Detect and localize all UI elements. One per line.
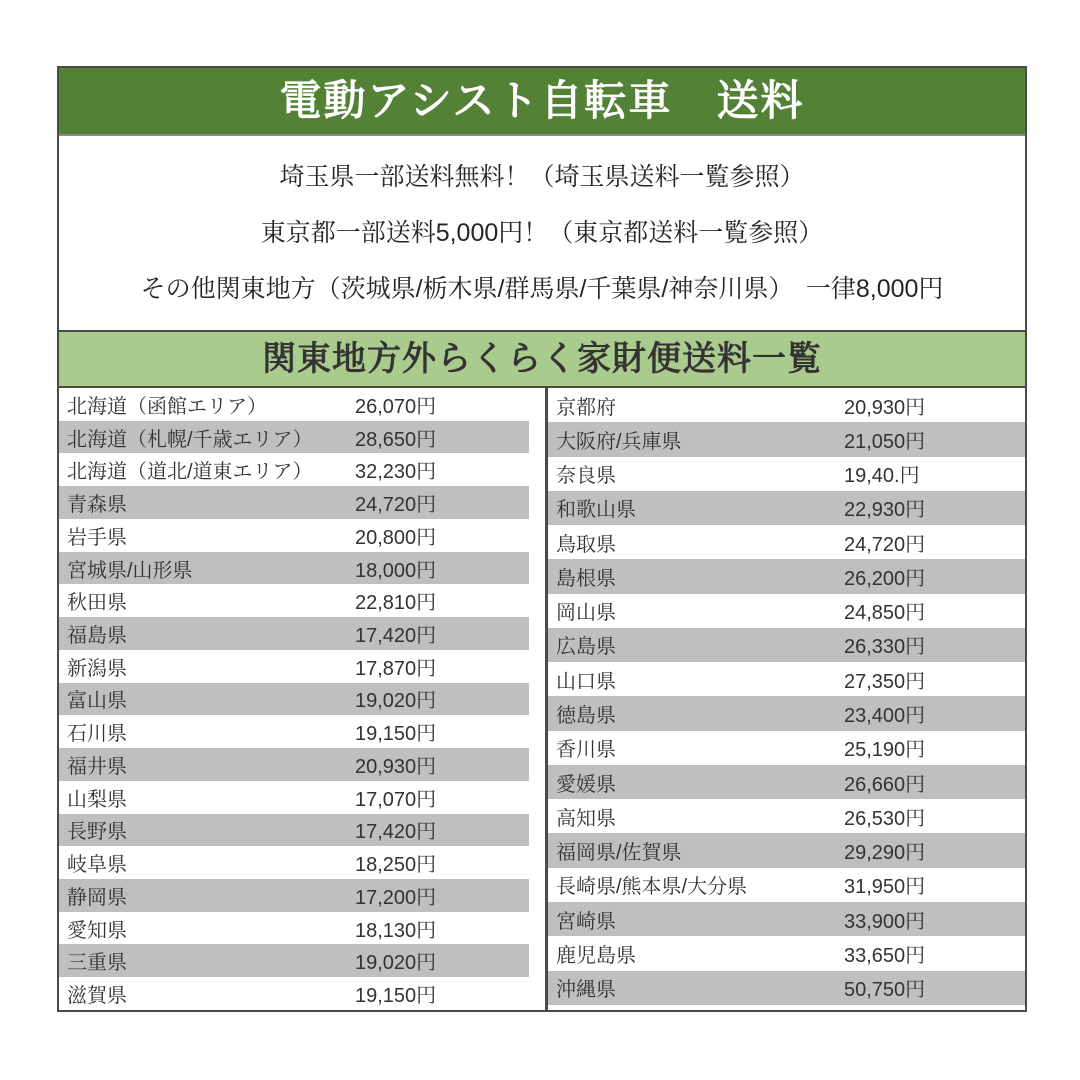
prefecture-name: 山梨県 xyxy=(67,788,127,811)
shipping-price: 22,930円 xyxy=(844,499,926,522)
prefecture-name: 宮城県/山形県 xyxy=(67,559,193,582)
shipping-price: 31,950円 xyxy=(844,876,926,899)
table-row xyxy=(59,912,529,945)
shipping-price: 19,020円 xyxy=(355,952,437,975)
prefecture-name: 福島県 xyxy=(67,625,127,647)
table-row xyxy=(548,1005,1025,1010)
table-row xyxy=(59,519,529,552)
table-row xyxy=(59,584,529,617)
shipping-price: 24,720円 xyxy=(844,533,926,556)
prefecture-name: 岩手県 xyxy=(67,526,127,549)
shipping-price: 19,150円 xyxy=(355,985,437,1008)
table-row xyxy=(59,944,529,977)
shipping-price: 24,720円 xyxy=(355,494,437,517)
prefecture-name: 北海道（札幌/千歳エリア） xyxy=(67,428,313,451)
prefecture-name: 和歌山県 xyxy=(556,499,636,522)
table-row xyxy=(548,628,1025,662)
shipping-price: 33,900円 xyxy=(844,910,926,933)
shipping-price: 33,650円 xyxy=(844,944,926,967)
prefecture-name: 島根県 xyxy=(556,567,616,590)
prefecture-name: 長野県 xyxy=(67,821,127,844)
table-row xyxy=(59,617,529,650)
prefecture-name: 新潟県 xyxy=(67,657,127,680)
table-row xyxy=(548,902,1025,936)
table-row xyxy=(548,868,1025,902)
shipping-price: 50,750円 xyxy=(844,979,926,1002)
table-row xyxy=(548,971,1025,1005)
shipping-price: 17,070円 xyxy=(355,788,437,811)
shipping-price: 19,020円 xyxy=(355,690,437,713)
shipping-price: 17,420円 xyxy=(355,821,437,844)
prefecture-name: 沖縄県 xyxy=(556,979,616,1002)
shipping-fee-sheet xyxy=(57,66,1027,1012)
prefecture-name: 滋賀県 xyxy=(67,985,127,1008)
notice-saitama: 埼玉県一部送料無料！（埼玉県送料一覧参照） xyxy=(279,163,805,191)
shipping-price: 21,050円 xyxy=(844,430,926,453)
shipping-price: 20,930円 xyxy=(355,755,437,778)
shipping-price: 17,200円 xyxy=(355,886,437,909)
table-row xyxy=(59,781,529,814)
prefecture-name: 奈良県 xyxy=(556,465,616,488)
table-row xyxy=(548,731,1025,765)
prefecture-name: 富山県 xyxy=(67,690,127,713)
shipping-price: 25,190円 xyxy=(844,739,926,762)
table-banner xyxy=(59,330,1025,388)
fee-table-left-column xyxy=(59,388,545,1010)
notice-tokyo: 東京都一部送料5,000円！（東京都送料一覧参照） xyxy=(260,219,824,247)
prefecture-name: 鹿児島県 xyxy=(556,944,636,967)
table-row xyxy=(548,833,1025,867)
prefecture-name: 高知県 xyxy=(556,807,616,830)
prefecture-name: 岡山県 xyxy=(556,602,616,625)
table-row xyxy=(548,388,1025,422)
prefecture-name: 石川県 xyxy=(67,723,127,746)
shipping-price: 19,40.円 xyxy=(844,465,920,488)
table-row xyxy=(59,814,529,847)
shipping-price: 17,870円 xyxy=(355,657,437,680)
table-row xyxy=(59,683,529,716)
shipping-price: 18,130円 xyxy=(355,919,437,942)
prefecture-name: 静岡県 xyxy=(67,886,127,909)
table-row xyxy=(59,748,529,781)
shipping-price: 26,330円 xyxy=(844,636,926,659)
table-row xyxy=(59,421,529,454)
table-row xyxy=(59,453,529,486)
prefecture-name: 愛知県 xyxy=(67,919,127,942)
shipping-price: 26,530円 xyxy=(844,807,926,830)
table-row xyxy=(548,696,1025,730)
table-row xyxy=(59,715,529,748)
shipping-price: 26,200円 xyxy=(844,567,926,590)
prefecture-name: 福井県 xyxy=(67,755,127,778)
fee-table-right-column xyxy=(548,388,1025,1010)
shipping-price: 27,350円 xyxy=(844,670,926,693)
shipping-price: 17,420円 xyxy=(355,625,437,647)
prefecture-name: 鳥取県 xyxy=(556,533,616,556)
shipping-price: 20,800円 xyxy=(355,526,437,549)
table-banner-title: 関東地方外らくらく家財便送料一覧 xyxy=(262,340,822,378)
prefecture-name: 北海道（函館エリア） xyxy=(67,395,267,418)
table-row xyxy=(548,422,1025,456)
shipping-price: 26,660円 xyxy=(844,773,926,796)
notice-other-kanto: その他関東地方（茨城県/栃木県/群馬県/千葉県/神奈川県） 一律8,000円 xyxy=(140,275,944,303)
prefecture-name: 徳島県 xyxy=(556,705,616,728)
shipping-fee-table xyxy=(59,388,1025,1010)
table-row xyxy=(548,765,1025,799)
table-row xyxy=(59,552,529,585)
shipping-price: 23,400円 xyxy=(844,705,926,728)
prefecture-name: 長崎県/熊本県/大分県 xyxy=(556,876,748,899)
prefecture-name: 青森県 xyxy=(67,494,127,517)
table-row xyxy=(548,559,1025,593)
prefecture-name: 京都府 xyxy=(556,396,616,419)
prefecture-name: 秋田県 xyxy=(67,592,127,615)
shipping-price: 19,150円 xyxy=(355,723,437,746)
prefecture-name: 香川県 xyxy=(556,739,616,762)
table-row xyxy=(548,525,1025,559)
prefecture-name: 広島県 xyxy=(556,636,616,659)
prefecture-name: 北海道（道北/道東エリア） xyxy=(67,461,313,484)
table-row xyxy=(59,879,529,912)
table-row xyxy=(548,662,1025,696)
page-title: 電動アシスト自転車 送料 xyxy=(279,77,805,124)
shipping-price: 28,650円 xyxy=(355,428,437,451)
table-row xyxy=(548,457,1025,491)
table-row xyxy=(548,799,1025,833)
prefecture-name: 宮崎県 xyxy=(556,910,616,933)
table-row xyxy=(59,977,529,1010)
prefecture-name: 岐阜県 xyxy=(67,854,127,877)
prefecture-name: 三重県 xyxy=(67,952,127,975)
shipping-price: 22,810円 xyxy=(355,592,437,615)
prefecture-name: 山口県 xyxy=(556,670,616,693)
shipping-price: 18,250円 xyxy=(355,854,437,877)
table-row xyxy=(59,846,529,879)
shipping-price: 24,850円 xyxy=(844,602,926,625)
notice-section xyxy=(59,136,1025,330)
shipping-price: 29,290円 xyxy=(844,842,926,865)
table-row xyxy=(548,594,1025,628)
shipping-price: 32,230円 xyxy=(355,461,437,484)
title-bar xyxy=(59,68,1025,136)
prefecture-name: 大阪府/兵庫県 xyxy=(556,430,682,453)
shipping-price: 26,070円 xyxy=(355,395,437,418)
table-row xyxy=(59,388,529,421)
table-row xyxy=(548,491,1025,525)
shipping-price: 18,000円 xyxy=(355,559,437,582)
table-row xyxy=(548,936,1025,970)
table-row xyxy=(59,486,529,519)
table-row xyxy=(59,650,529,683)
shipping-price: 20,930円 xyxy=(844,396,926,419)
prefecture-name: 愛媛県 xyxy=(556,773,616,796)
prefecture-name: 福岡県/佐賀県 xyxy=(556,842,682,865)
